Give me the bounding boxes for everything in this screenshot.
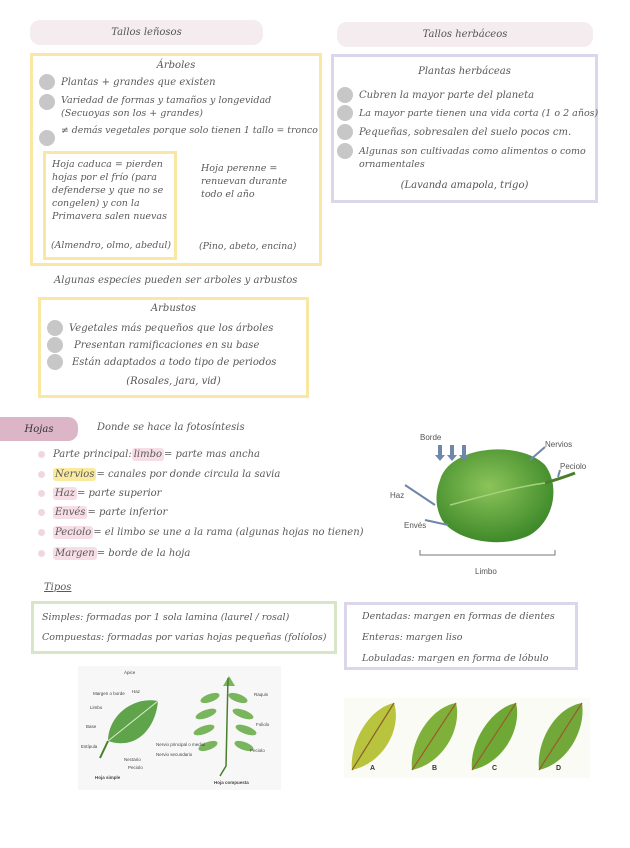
illus-peciolo2: Peciolo bbox=[250, 748, 265, 753]
deciduous-text: Hoja caduca = pierden hojas por el frío (para defenderse y que no se congelen) y con la Primavera salen nuevas bbox=[52, 159, 167, 222]
species-note: Algunas especies pueden ser arboles y arbustos bbox=[54, 275, 298, 286]
peciolo-arrow bbox=[558, 470, 560, 477]
compound-leaves-text: Compuestas: formadas por varias hojas pequeñas (folíolos) bbox=[42, 632, 327, 643]
trees-item-3: ≠ demás vegetales porque solo tienen 1 tallo = tronco bbox=[39, 124, 321, 146]
deciduous-examples: (Almendro, olmo, abedul) bbox=[51, 240, 171, 251]
label-peciolo: Peciolo bbox=[560, 462, 587, 471]
label-haz: Haz bbox=[390, 491, 405, 500]
shrubs-box bbox=[38, 297, 309, 398]
leaf-part-item: Parte principal: limbo = parte mas ancha bbox=[38, 448, 260, 461]
illus-nervio-secundario: Nervio secundario bbox=[156, 752, 193, 757]
trees-item-1: Plantas + grandes que existen bbox=[39, 74, 319, 90]
evergreen-box bbox=[195, 158, 315, 258]
herbaceous-stems-title: Tallos herbáceos bbox=[422, 29, 508, 40]
illus-base: Base bbox=[86, 724, 97, 729]
shrubs-item-3: Están adaptados a todo tipo de periodos bbox=[47, 354, 276, 370]
herb-item-4: Algunas son cultivadas como alimentos o como ornamentales bbox=[337, 143, 595, 171]
simple-leaves-text: Simples: formadas por 1 sola lamina (laurel / rosal) bbox=[42, 612, 290, 623]
margin-types-box bbox=[344, 602, 578, 670]
bullet-icon bbox=[337, 124, 353, 140]
bullet-icon bbox=[47, 320, 63, 336]
leaves-tag: Hojas bbox=[0, 417, 78, 441]
sun-arrow-icons bbox=[435, 445, 469, 461]
herbaceous-box bbox=[331, 54, 598, 203]
trees-box bbox=[30, 53, 322, 266]
types-title: Tipos bbox=[44, 582, 72, 593]
leaves-subtitle: Donde se hace la fotosíntesis bbox=[97, 422, 245, 433]
deciduous-box bbox=[43, 151, 177, 260]
illus-peciolo: Peciolo bbox=[128, 765, 143, 770]
margin-type-enteras: Enteras: margen liso bbox=[362, 632, 463, 643]
illus-limbo: Limbo bbox=[90, 705, 103, 710]
photo-label-c: C bbox=[492, 765, 498, 772]
shrubs-title: Arbustos bbox=[150, 303, 197, 314]
simple-compound-box bbox=[31, 601, 337, 654]
illus-foliolo: Foliolo bbox=[256, 722, 270, 727]
illus-margen: Margen o borde bbox=[93, 691, 125, 696]
margin-type-lobuladas: Lobuladas: margen en forma de lóbulo bbox=[362, 653, 549, 664]
evergreen-examples: (Pino, abeto, encina) bbox=[199, 241, 297, 252]
leaf-anatomy-diagram bbox=[380, 425, 595, 580]
photo-label-d: D bbox=[556, 765, 562, 772]
illus-haz: Haz bbox=[132, 689, 141, 694]
nervios-arrow bbox=[530, 447, 545, 460]
trees-item-2: Variedad de formas y tamaños y longevidad (Secuoyas son los + grandes) bbox=[39, 94, 321, 120]
photo-label-b: B bbox=[432, 765, 438, 772]
bullet-icon bbox=[337, 87, 353, 103]
illus-raquis: Raquis bbox=[254, 692, 269, 697]
illus-estipula: Estípula bbox=[81, 744, 98, 749]
haz-arrow bbox=[405, 485, 435, 505]
bullet-icon bbox=[38, 471, 45, 478]
herb-item-3: Pequeñas, sobresalen del suelo pocos cm. bbox=[337, 124, 597, 140]
herbaceous-box-title: Plantas herbáceas bbox=[418, 66, 511, 77]
herb-item-2: La mayor parte tienen una vida corta (1 o 2 años) bbox=[337, 105, 599, 121]
bullet-icon bbox=[337, 143, 353, 159]
illus-hoja-compuesta: Hoja compuesta bbox=[214, 780, 249, 785]
bullet-icon bbox=[38, 550, 45, 557]
label-nervios: Nervios bbox=[545, 440, 573, 449]
shrubs-item-2: Presentan ramificaciones en su base bbox=[47, 337, 259, 353]
herbaceous-stems-header bbox=[337, 22, 593, 47]
bullet-icon bbox=[47, 354, 63, 370]
label-enves: Envés bbox=[404, 521, 427, 530]
shrubs-examples: (Rosales, jara, vid) bbox=[126, 376, 221, 387]
leaf-part-item: Peciolo = el limbo se une a la rama (algunas hojas no tienen) bbox=[38, 526, 364, 539]
leaf-part-item: Margen = borde de la hoja bbox=[38, 547, 190, 560]
simple-compound-illustration bbox=[78, 666, 281, 790]
woody-stems-header bbox=[30, 20, 263, 45]
illus-nectario: Nectario bbox=[124, 757, 141, 762]
bullet-icon bbox=[39, 94, 55, 110]
bullet-icon bbox=[39, 74, 55, 90]
illus-nervio-principal: Nervio principal o medial bbox=[156, 742, 206, 747]
shrubs-item-1: Vegetales más pequeños que los árboles bbox=[47, 320, 273, 336]
trees-title: Árboles bbox=[156, 60, 196, 71]
margin-type-dentadas: Dentadas: margen en formas de dientes bbox=[362, 611, 555, 622]
leaf-blade bbox=[436, 449, 553, 542]
bullet-icon bbox=[38, 529, 45, 536]
leaf-part-item: Haz = parte superior bbox=[38, 487, 161, 500]
leaf-part-item: Envés = parte inferior bbox=[38, 506, 167, 519]
leaf-margin-photos bbox=[344, 698, 590, 778]
bullet-icon bbox=[38, 509, 45, 516]
label-limbo: Limbo bbox=[475, 567, 497, 576]
herbaceous-examples: (Lavanda amapola, trigo) bbox=[400, 180, 529, 191]
leaf-part-item: Nervios = canales por donde circula la savia bbox=[38, 468, 280, 481]
limbo-bracket bbox=[420, 550, 555, 555]
bullet-icon bbox=[38, 451, 45, 458]
herb-item-1: Cubren la mayor parte del planeta bbox=[337, 87, 597, 103]
illus-hoja-simple: Hoja simple bbox=[95, 775, 121, 780]
illus-apice: Ápice bbox=[124, 670, 136, 675]
label-borde: Borde bbox=[420, 433, 442, 442]
bullet-icon bbox=[39, 130, 55, 146]
bullet-icon bbox=[47, 337, 63, 353]
woody-stems-title: Tallos leñosos bbox=[111, 27, 182, 38]
bullet-icon bbox=[337, 105, 353, 121]
bullet-icon bbox=[38, 490, 45, 497]
photo-label-a: A bbox=[370, 765, 376, 772]
evergreen-text: Hoja perenne = renuevan durante todo el año bbox=[201, 163, 288, 200]
